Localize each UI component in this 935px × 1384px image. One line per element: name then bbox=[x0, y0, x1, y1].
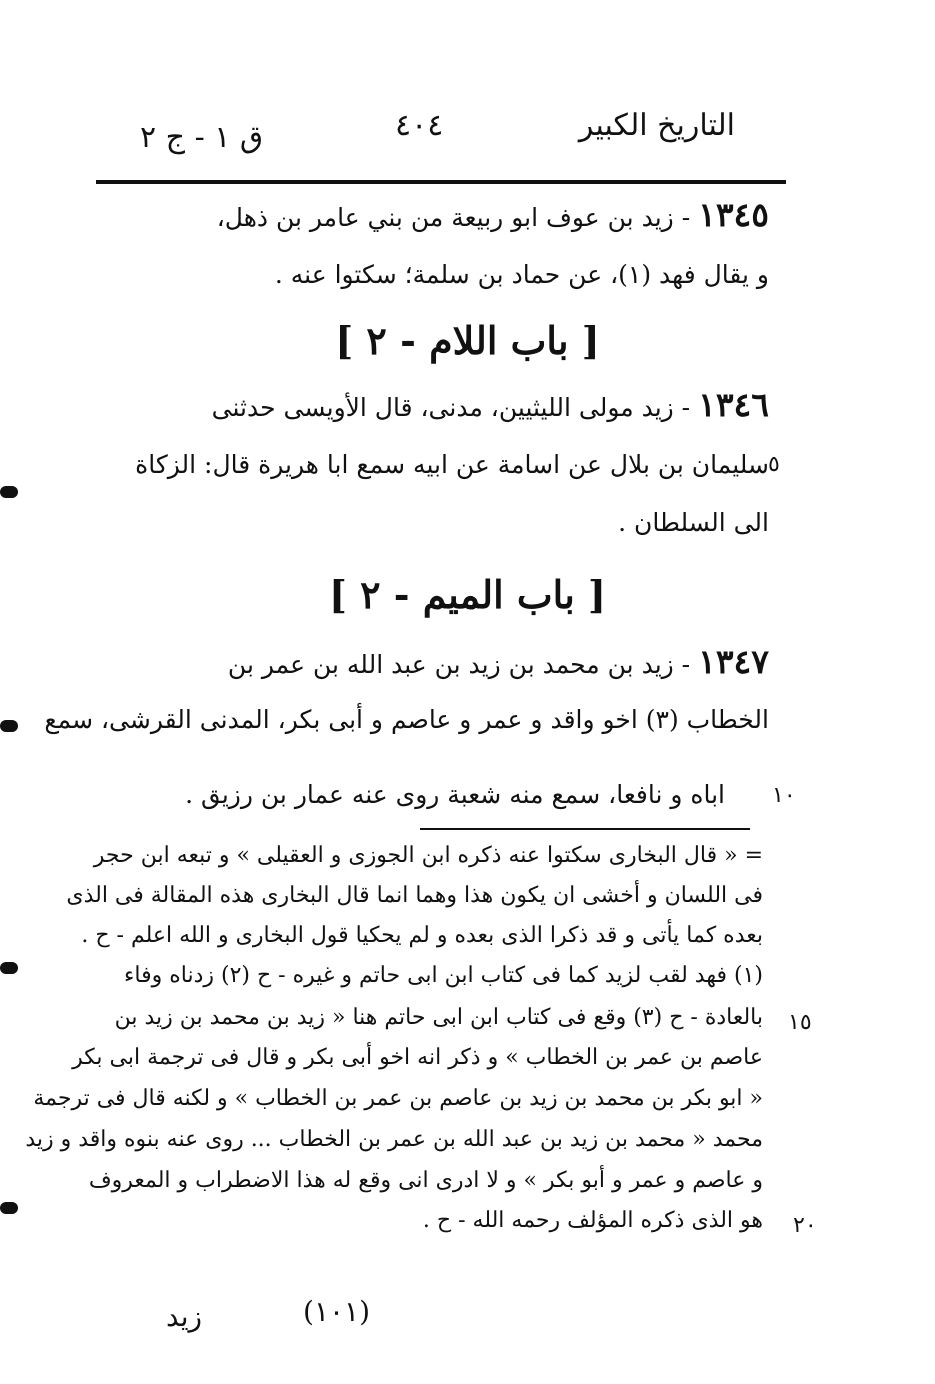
header-rule bbox=[96, 180, 786, 184]
line-number-20: ٢٠ bbox=[793, 1213, 817, 1238]
footnote-line: عاصم بن عمر بن الخطاب » و ذكر انه اخو أبى بكر و قال فى ترجمة ابى بكر bbox=[72, 1045, 763, 1070]
entry-1345-line2: و يقال فهد (١)، عن حماد بن سلمة؛ سكتوا عنه . bbox=[274, 260, 769, 289]
footnote-line: هو الذى ذكره المؤلف رحمه الله - ح . bbox=[422, 1208, 763, 1233]
entry-number: ١٣٤٧ bbox=[698, 642, 769, 681]
binding-mark bbox=[0, 962, 18, 974]
binding-mark bbox=[0, 486, 18, 498]
entry-text: - زيد بن محمد بن زيد بن عبد الله بن عمر بن bbox=[227, 650, 691, 679]
entry-number: ١٣٤٦ bbox=[698, 385, 769, 424]
binding-mark bbox=[0, 1202, 18, 1214]
footnote-line: و عاصم و عمر و أبو بكر » و لا ادرى انى وقع له هذا الاضطراب و المعروف bbox=[88, 1168, 763, 1193]
entry-1347-line2: الخطاب (٣) اخو واقد و عمر و عاصم و أبى بكر، المدنى القرشى، سمع bbox=[44, 705, 769, 734]
entry-text: - زيد مولى الليثيين، مدنى، قال الأويسى حدثنى bbox=[211, 393, 691, 422]
footnote-line: فى اللسان و أخشى ان يكون هذا وهما انما قال البخارى هذه المقالة فى الذى bbox=[66, 883, 763, 908]
line-number-5: ٥ bbox=[768, 452, 780, 477]
entry-text: - زيد بن عوف ابو ربيعة من بني عامر بن ذهل، bbox=[216, 203, 691, 232]
line-number-15: ١٥ bbox=[788, 1010, 812, 1035]
volume-indicator: ق ١ - ج ٢ bbox=[140, 120, 264, 155]
running-title: التاريخ الكبير bbox=[578, 108, 735, 143]
line-number-10: ١٠ bbox=[772, 783, 796, 808]
binding-mark bbox=[0, 720, 18, 732]
footnote-rule bbox=[420, 828, 750, 830]
section-heading-lam: [ باب اللام - ٢ ] bbox=[335, 318, 600, 363]
entry-1347-line1 bbox=[228, 642, 769, 681]
footnote-line: بالعادة - ح (٣) وقع فى كتاب ابن ابى حاتم هنا « زيد بن محمد بن زيد بن bbox=[114, 1005, 763, 1030]
entry-number: ١٣٤٥ bbox=[698, 195, 769, 234]
catchword: زيد bbox=[166, 1300, 203, 1333]
footnote-line: (١) فهد لقب لزيد كما فى كتاب ابن ابى حاتم و غيره - ح (٢) زدناه وفاء bbox=[124, 963, 763, 988]
entry-1346-line2: سليمان بن بلال عن اسامة عن ابيه سمع ابا هريرة قال: الزكاة bbox=[135, 450, 769, 479]
footnote-line: « ابو بكر بن محمد بن زيد بن عاصم بن عمر بن الخطاب » و لكنه قال فى ترجمة bbox=[33, 1086, 763, 1111]
signature-mark: (١٠١) bbox=[303, 1295, 370, 1328]
footnote-line: محمد « محمد بن زيد بن عبد الله بن عمر بن الخطاب ... روى عنه بنوه واقد و زيد bbox=[25, 1127, 763, 1152]
entry-1345-line1 bbox=[217, 195, 769, 234]
entry-1347-line3: اباه و نافعا، سمع منه شعبة روى عنه عمار بن رزيق . bbox=[185, 780, 725, 809]
page-number: ٤٠٤ bbox=[395, 108, 444, 143]
section-heading-mim: [ باب الميم - ٢ ] bbox=[328, 572, 607, 617]
entry-1346-line1 bbox=[212, 385, 769, 424]
footnote-line: = « قال البخارى سكتوا عنه ذكره ابن الجوزى و العقيلى » و تبعه ابن حجر bbox=[93, 843, 763, 868]
entry-1346-line3: الى السلطان . bbox=[618, 508, 769, 537]
footnote-line: بعده كما يأتى و قد ذكرا الذى بعده و لم يحكيا قول البخارى و الله اعلم - ح . bbox=[81, 923, 763, 948]
